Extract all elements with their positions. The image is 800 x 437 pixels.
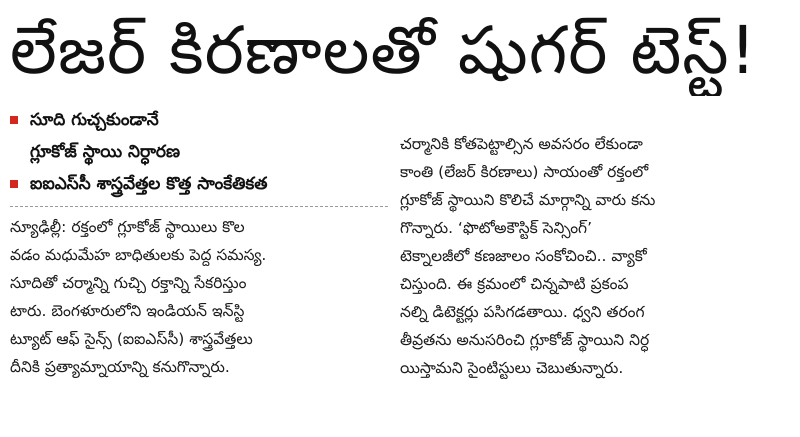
body-line: కాంతి (లేజర్ కిరణాలు) సాయంతో రక్తంలో — [400, 163, 649, 181]
right-body-text — [400, 130, 792, 382]
body-line: న్యూఢిల్లీ: రక్తంలో గ్లూకోజ్ స్థాయిలు కొల — [10, 218, 245, 236]
bullet-square-icon — [10, 116, 18, 124]
bullet-item — [10, 104, 388, 168]
bullet-line: ఐఐఎస్‌సీ శాస్త్రవేత్తల కొత్త సాంకేతికత — [30, 174, 268, 194]
body-line: టారు. బెంగళూరులోని ఇండియన్ ఇన్‌స్టి — [10, 302, 245, 320]
body-line: దీనికి ప్రత్యామ్నాయాన్ని కనుగొన్నారు. — [10, 358, 230, 376]
body-line: వడం మధుమేహ బాధితులకు పెద్ద సమస్య. — [10, 246, 267, 264]
bullet-line: గ్లూకోజ్ స్థాయి నిర్ధారణ — [30, 142, 181, 162]
body-line: టెక్నాలజీలో కణజాలం సంకోచించి.. వ్యాకో — [400, 247, 647, 265]
right-column — [400, 130, 792, 382]
body-line: యిస్తామని సైంటిస్టులు చెబుతున్నారు. — [400, 359, 624, 377]
bullet-text — [30, 104, 180, 168]
body-line: చిస్తుంది. ఈ క్రమంలో చిన్నపాటి ప్రకంప — [400, 275, 629, 293]
left-column — [10, 104, 388, 381]
left-body-text — [10, 213, 388, 381]
body-line: సూదితో చర్మాన్ని గుచ్చి రక్తాన్ని సేకరిస్తుం — [10, 274, 247, 292]
divider — [10, 206, 388, 207]
bullet-line: సూది గుచ్చకుండానే — [30, 110, 159, 130]
headline: లేజర్ కిరణాలతో షుగర్ టెస్ట్! — [10, 12, 758, 89]
bullet-text — [30, 168, 267, 200]
body-line: ట్యూట్ ఆఫ్ సైన్స్ (ఐఐఎస్‌సీ) శాస్త్రవేత్తలు — [10, 330, 253, 348]
body-line: చర్మానికి కోతపెట్టాల్సిన అవసరం లేకుండా — [400, 135, 643, 153]
bullet-square-icon — [10, 180, 18, 188]
bullet-item — [10, 168, 388, 200]
body-line: తీవ్రతను అనుసరించి గ్లూకోజ్ స్థాయిని నిర్ధ — [400, 331, 650, 349]
body-line: గ్లూకోజ్ స్థాయిని కొలిచే మార్గాన్ని వారు కను — [400, 191, 656, 209]
body-line: గొన్నారు. ‘ఫొటోఅకౌస్టిక్ సెన్సింగ్’ — [400, 219, 593, 237]
body-line: నల్ని డిటెక్టర్లు పసిగడతాయి. ధ్వని తరంగ — [400, 303, 645, 321]
